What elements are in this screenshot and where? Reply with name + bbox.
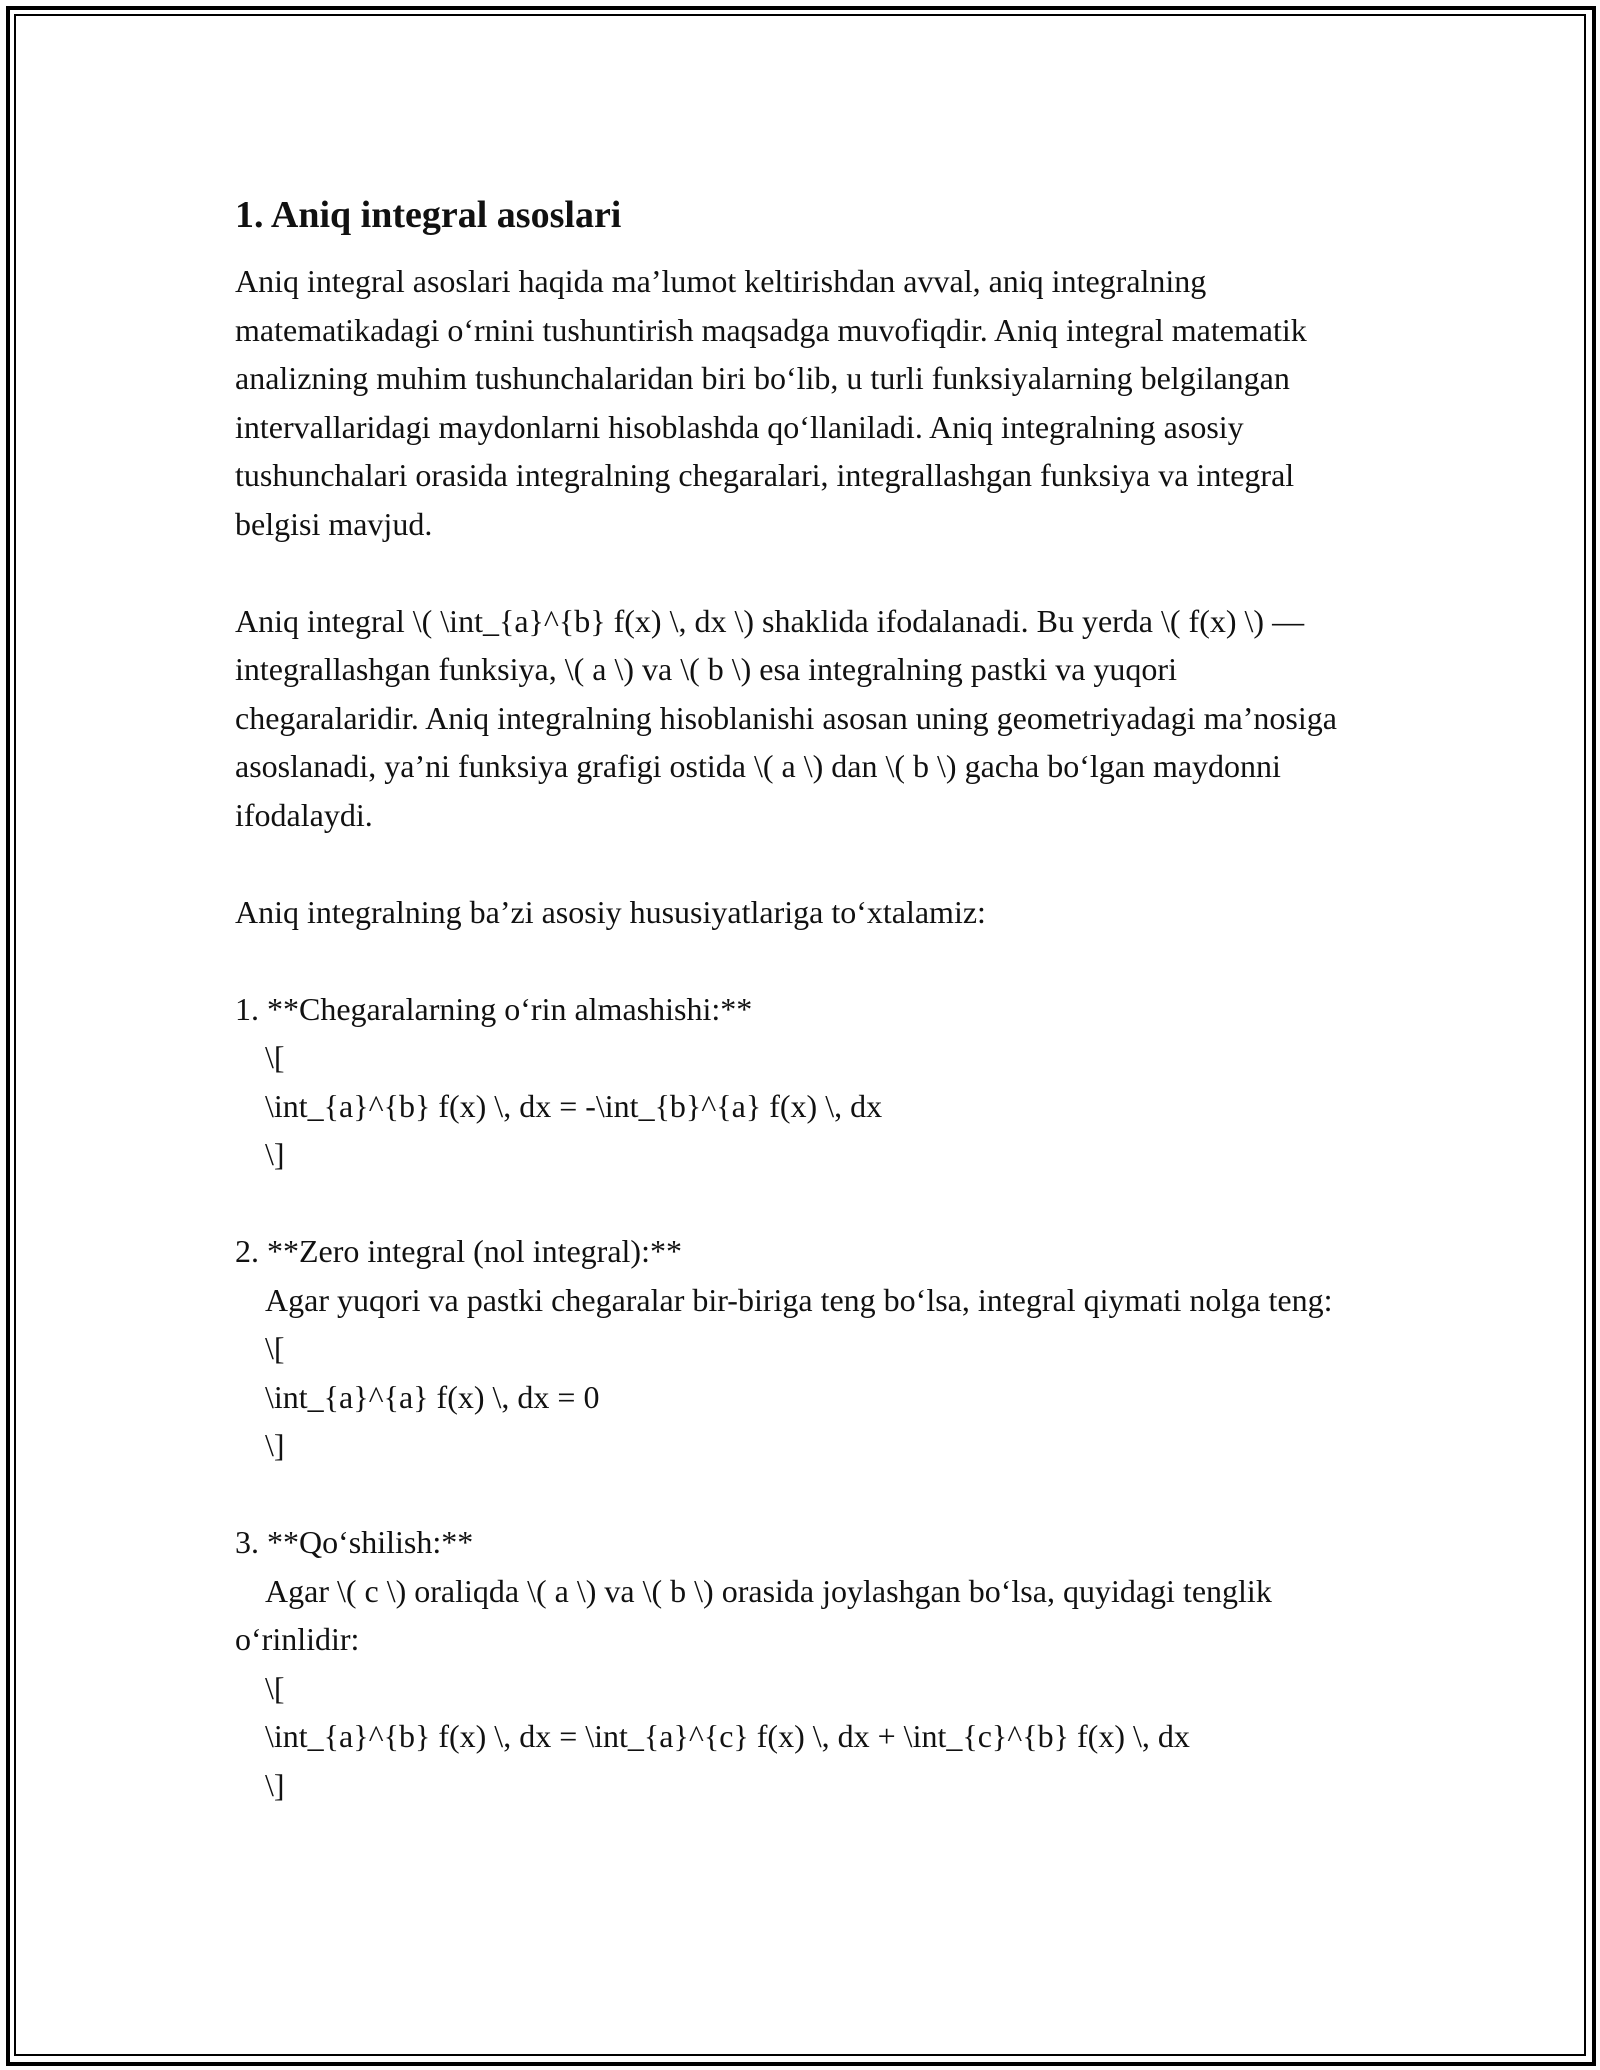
property-description: Agar \( c \) oraliqda \( a \) va \( b \) orasida joylashgan bo‘lsa, quyidagi tenglik o‘rinlidir: bbox=[235, 1572, 1272, 1657]
formula-open: \[ bbox=[265, 1039, 285, 1075]
property-item-2 bbox=[235, 1227, 1365, 1470]
property-title: 2. **Zero integral (nol integral):** bbox=[235, 1233, 682, 1269]
formula: \int_{a}^{a} f(x) \, dx = 0 bbox=[265, 1378, 600, 1415]
formula: \int_{a}^{b} f(x) \, dx = \int_{a}^{c} f(x) \, dx + \int_{c}^{b} f(x) \, dx bbox=[265, 1718, 1190, 1754]
intro-paragraph: Aniq integral asoslari haqida ma’lumot keltirishdan avval, aniq integralning matematikadagi o‘rnini tushuntirish maqsadga muvofiqdir. Aniq integral matematik analizning muhim tushunchalaridan biri bo‘lib, u turli funksiyalarning belgilangan intervallaridagi maydonlarni hisoblashda qo‘llaniladi. Aniq integralning asosiy tushunchalari orasida integralning chegaralari, integrallashgan funksiya va integral belgisi mavjud. bbox=[235, 263, 1307, 542]
property-description: Agar yuqori va pastki chegaralar bir-biriga teng bo‘lsa, integral qiymati nolga teng: bbox=[265, 1281, 1333, 1318]
formula-open: \[ bbox=[265, 1669, 285, 1706]
property-title: 1. **Chegaralarning o‘rin almashishi:** bbox=[235, 990, 753, 1027]
formula-close: \] bbox=[265, 1427, 285, 1463]
document-body bbox=[235, 185, 1365, 1858]
property-item-3 bbox=[235, 1518, 1365, 1809]
formula: \int_{a}^{b} f(x) \, dx = -\int_{b}^{a} f(x) \, dx bbox=[265, 1087, 883, 1124]
formula-close: \] bbox=[265, 1136, 285, 1172]
property-item-1 bbox=[235, 985, 1365, 1179]
section-heading: 1. Aniq integral asoslari bbox=[235, 194, 622, 236]
property-title: 3. **Qo‘shilish:** bbox=[235, 1524, 474, 1560]
properties-intro-paragraph: Aniq integralning ba’zi asosiy hususiyatlariga to‘xtalamiz: bbox=[235, 893, 986, 930]
formula-close: \] bbox=[265, 1766, 285, 1803]
definition-paragraph: Aniq integral \( \int_{a}^{b} f(x) \, dx \) shaklida ifodalanadi. Bu yerda \( f(x) \) — integrallashgan funksiya, \( a \) va \( b \) esa integralning pastki va yuqori chegaralaridir. Aniq integralning hisoblanishi asosan uning geometriyadagi ma’nosiga asoslanadi, ya’ni funksiya grafigi ostida \( a \) dan \( b \) gacha bo‘lgan maydonni ifodalaydi. bbox=[235, 602, 1337, 833]
formula-open: \[ bbox=[265, 1330, 285, 1366]
